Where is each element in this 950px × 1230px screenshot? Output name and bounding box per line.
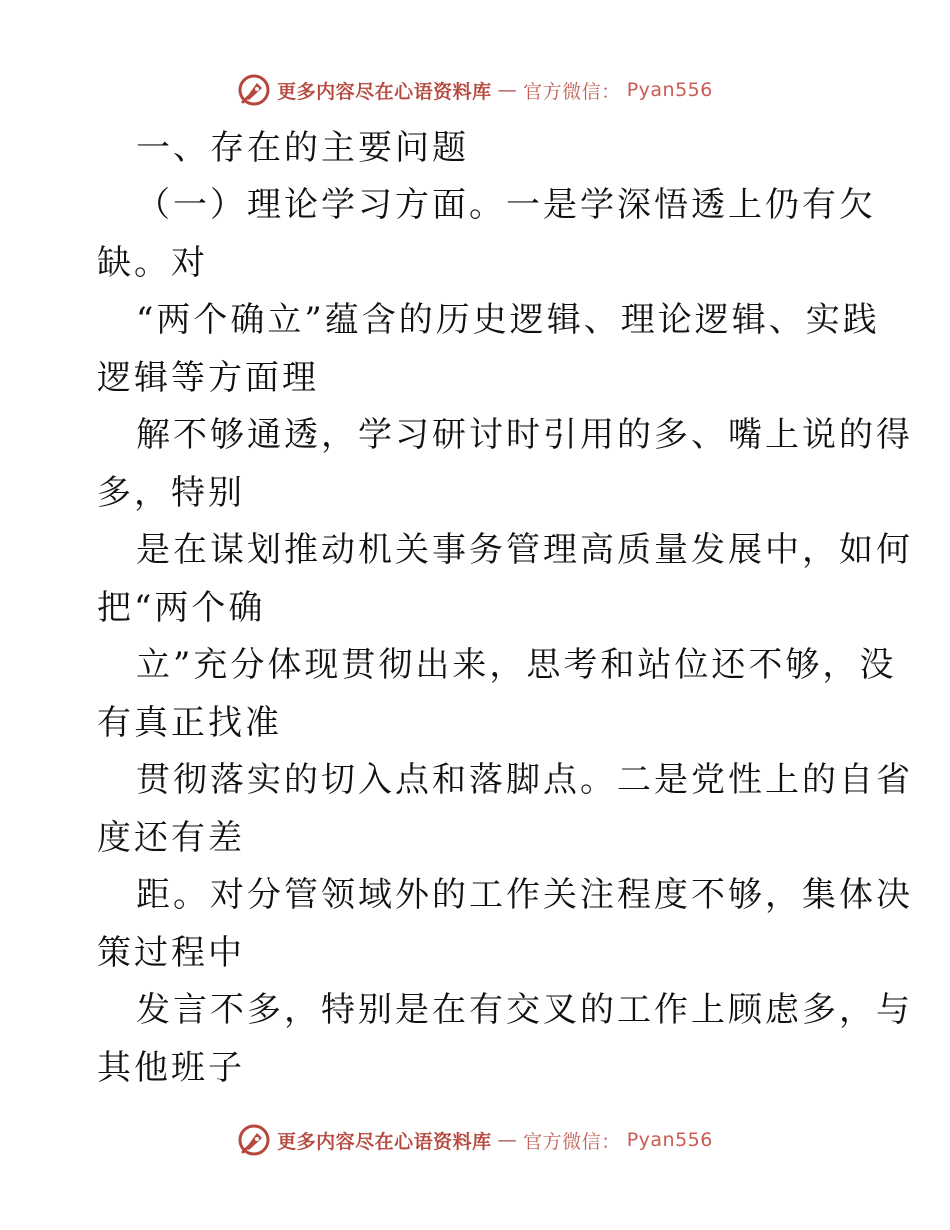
watermark-brand-text: 更多内容尽在心语资料库 <box>277 80 492 103</box>
watermark-wechat-id: Pyan556 <box>626 1129 713 1151</box>
text-line: 贯彻落实的切入点和落脚点。二是党性上的自省 <box>136 760 913 800</box>
text-line: 多，特别 <box>97 473 245 513</box>
text-line: 其他班子 <box>97 1048 245 1088</box>
text-line: 逻辑等方面理 <box>97 358 319 398</box>
watermark-dash: — <box>497 79 518 101</box>
watermark-wechat-id: Pyan556 <box>626 79 713 101</box>
watermark-wechat-label: 官方微信： <box>523 1130 621 1153</box>
text-line: 缺。对 <box>97 243 208 283</box>
text-line: “两个确立”蕴含的历史逻辑、理论逻辑、实践 <box>136 300 880 340</box>
text-line: 是在谋划推动机关事务管理高质量发展中，如何 <box>136 530 913 570</box>
section-heading: 一、存在的主要问题 <box>136 128 469 168</box>
text-line: 距。对分管领域外的工作关注程度不够，集体决 <box>136 875 913 915</box>
watermark-wechat-label: 官方微信： <box>523 80 621 103</box>
pen-nib-logo-icon <box>237 1123 271 1157</box>
watermark-brand-text: 更多内容尽在心语资料库 <box>277 1130 492 1153</box>
text-line: 策过程中 <box>97 933 245 973</box>
text-line: 发言不多，特别是在有交叉的工作上顾虑多，与 <box>136 990 913 1030</box>
text-line: 立”充分体现贯彻出来，思考和站位还不够，没 <box>136 645 897 685</box>
text-line: 解不够通透，学习研讨时引用的多、嘴上说的得 <box>136 415 913 455</box>
watermark-dash: — <box>497 1129 518 1151</box>
text-line: （一）理论学习方面。一是学深悟透上仍有欠 <box>136 185 876 225</box>
footer-watermark <box>0 1120 950 1160</box>
text-line: 把“两个确 <box>97 588 266 628</box>
text-line: 有真正找准 <box>97 703 282 743</box>
text-line: 度还有差 <box>97 818 245 858</box>
